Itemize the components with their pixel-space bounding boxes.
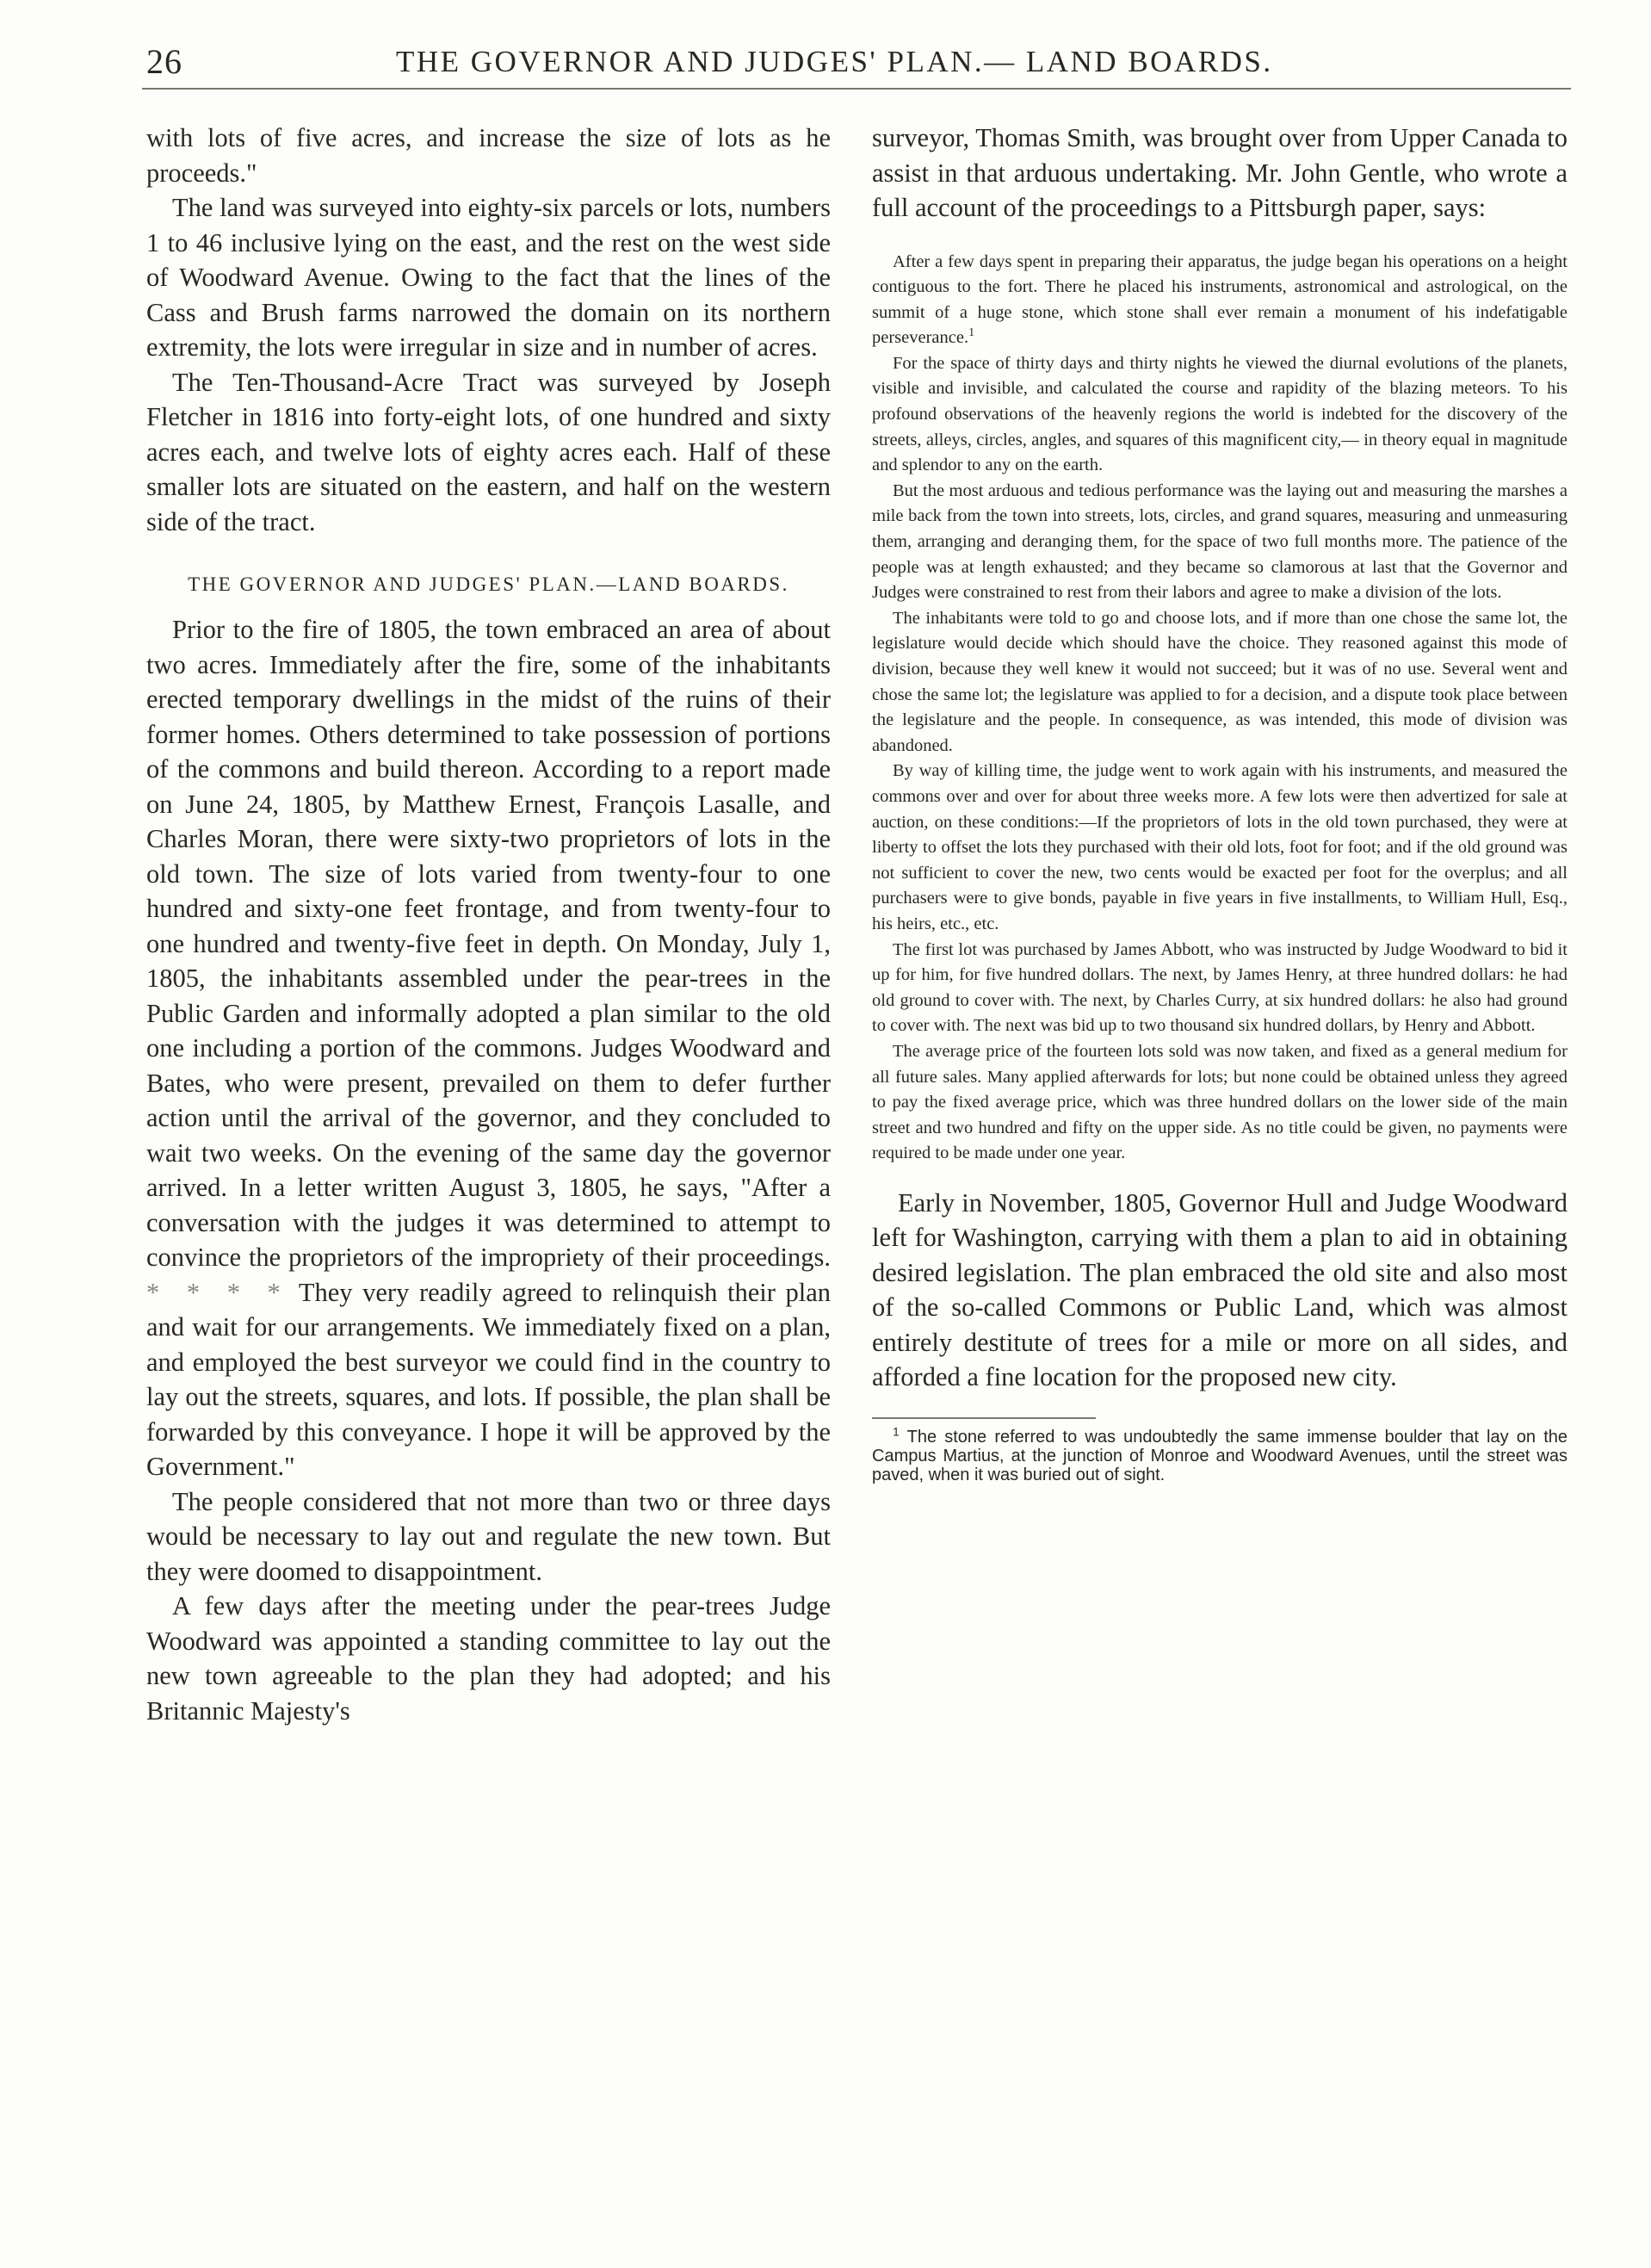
quote-paragraph	[872, 250, 1568, 351]
footnote-text: The stone referred to was undoubtedly the same immense boulder that lay on the Campus Martius, at the junction of Monroe and Woodward Avenues, until the street was paved, when it was buried out of sight.	[872, 1427, 1568, 1484]
footnote-reference: 1	[968, 326, 975, 340]
paragraph: surveyor, Thomas Smith, was brought over from Upper Canada to assist in that arduous undertaking. Mr. John Gentle, who wrote a full account of the proceedings to a Pittsburgh paper, says:	[872, 123, 1568, 222]
footnote-marker: 1	[893, 1424, 900, 1439]
page-header	[146, 41, 1567, 84]
quoted-extract	[872, 250, 1568, 1167]
quote-paragraph: The average price of the fourteen lots sold was now taken, and fixed as a general medium for all future sales. Many applied afterwards for lots; but none could be obtained unless they agreed to pay the fixed average price, which was three hundred dollars on the lower side of the main street and two hundred and fifty on the upper side. As no title could be given, no payments were required to be made under one year.	[872, 1041, 1568, 1163]
quote-paragraph: By way of killing time, the judge went to work again with his instruments, and measured the commons over and over for about three weeks more. A few lots were then advertized for sale at auction, on these conditions:—If the proprietors of lots in the old town purchased, they were at liberty to offset the lots they purchased with their old lots, foot for foot; and if the old ground was not sufficient to cover the new, two cents would be exacted per foot for the overplus; and all purchasers were to give bonds, payable in five years in five installments, to William Hull, Esq., his heirs, etc., etc.	[872, 761, 1568, 933]
left-column	[146, 121, 831, 1728]
paragraph: A few days after the meeting under the pear-trees Judge Woodward was appointed a standing committee to lay out the new town agreeable to the plan they had adopted; and his Britannic Majesty's	[146, 1591, 831, 1726]
quote-paragraph: But the most arduous and tedious performance was the laying out and measuring the marshes a mile back from the town into streets, lots, circles, and grand squares, measuring and unmeasuring them, arranging and deranging them, for the space of two full months more. The patience of the people was at length exhausted; and they became so clamorous at last that the Governor and Judges were constrained to rest from their labors and agree to make a division of the lots.	[872, 480, 1568, 603]
paragraph-text: They very readily agreed to relinquish their plan and wait for our arrangements. We immediately fixed on a plan, and employed the best surveyor we could find in the country to lay out the streets, squares, and lots. If possible, the plan shall be forwarded by this conveyance. I hope it will be approved by the Government."	[146, 1277, 832, 1481]
quote-paragraph: For the space of thirty days and thirty nights he viewed the diurnal evolutions of the planets, visible and invisible, and calculated the course and rapidity of the blazing meteors. To his profound observations of the heavenly regions the world is indebted for the discovery of the streets, alleys, circles, angles, and squares of this magnificent city,— in theory equal in magnitude and splendor to any on the earth.	[872, 353, 1568, 475]
page-number: 26	[146, 42, 182, 81]
quote-paragraph: The inhabitants were told to go and choose lots, and if more than one chose the same lot, the legislature would decide which should have the choice. They reasoned against this mode of division, because they well knew it would not succeed; but it was of no use. Several went and chose the same lot; the legislature was applied to for a decision, and a dispute took place between the legislature and the people. In consequence, as was intended, this mode of division was abandoned.	[872, 608, 1568, 755]
paragraph	[146, 612, 831, 1484]
running-head: THE GOVERNOR AND JUDGES' PLAN.— LAND BOARDS.	[396, 45, 1273, 78]
footnote	[872, 1424, 1568, 1484]
paragraph: The Ten-Thousand-Acre Tract was surveyed by Joseph Fletcher in 1816 into forty-eight lots, of one hundred and sixty acres each, and twelve lots of eighty acres each. Half of these smaller lots are situated on the eastern, and half on the western side of the tract.	[146, 367, 831, 536]
right-column	[872, 121, 1568, 1484]
section-heading: THE GOVERNOR AND JUDGES' PLAN.—LAND BOARDS.	[188, 573, 789, 595]
quote-text: After a few days spent in preparing their apparatus, the judge began his operations on a height contiguous to the fort. There he placed his instruments, astronomical and astrological, on the summit of a huge stone, which stone shall ever remain a monument of his indefatigable perseverance.	[872, 251, 1568, 348]
paragraph-text: Prior to the fire of 1805, the town embraced an area of about two acres. Immediately after the fire, some of the inhabitants erected temporary dwellings in the midst of the ruins of their former homes. Others determined to take possession of portions of the commons and build thereon. According to a report made on June 24, 1805, by Matthew Ernest, François Lasalle, and Charles Moran, there were sixty-two proprietors of lots in the old town. The size of lots varied from twenty-four to one hundred and sixty-one feet frontage, and from twenty-four to one hundred and twenty-five feet in depth. On Monday, July 1, 1805, the inhabitants assembled under the pear-trees in the Public Garden and informally adopted a plan similar to the old one including a portion of the commons. Judges Woodward and Bates, who were present, prevailed on them to defer further action until the arrival of the governor, and they concluded to wait two weeks. On the evening of the same day the governor arrived. In a letter written August 3, 1805, he says, "After a conversation with the judges it was determined to attempt to convince the proprietors of the impropriety of their proceedings.	[146, 615, 831, 1272]
paragraph: The land was surveyed into eighty-six parcels or lots, numbers 1 to 46 inclusive lying on the east, and the rest on the west side of Woodward Avenue. Owing to the fact that the lines of the Cass and Brush farms narrowed the domain on its northern extremity, the lots were irregular in size and in number of acres.	[146, 193, 831, 362]
quote-paragraph: The first lot was purchased by James Abbott, who was instructed by Judge Woodward to bid it up for him, for five hundred dollars. The next, by James Henry, at three hundred dollars: he had old ground to cover with. The next, by Charles Curry, at six hundred dollars: he also had ground to cover with. The next was bid up to two thousand six hundred dollars, by Henry and Abbott.	[872, 939, 1568, 1036]
footnote-rule	[872, 1417, 1096, 1419]
ellipsis-stars: * * * *	[146, 1277, 289, 1307]
header-rule	[142, 88, 1571, 90]
paragraph: with lots of five acres, and increase the size of lots as he proceeds."	[146, 123, 831, 188]
paragraph: Early in November, 1805, Governor Hull and Judge Woodward left for Washington, carrying with them a plan to aid in obtaining desired legislation. The plan embraced the old site and also most of the so-called Commons or Public Land, which was almost entirely destitute of trees for a mile or more on all sides, and afforded a fine location for the proposed new city.	[872, 1187, 1568, 1392]
paragraph: The people considered that not more than two or three days would be necessary to lay out and regulate the new town. But they were doomed to disappointment.	[146, 1486, 831, 1586]
